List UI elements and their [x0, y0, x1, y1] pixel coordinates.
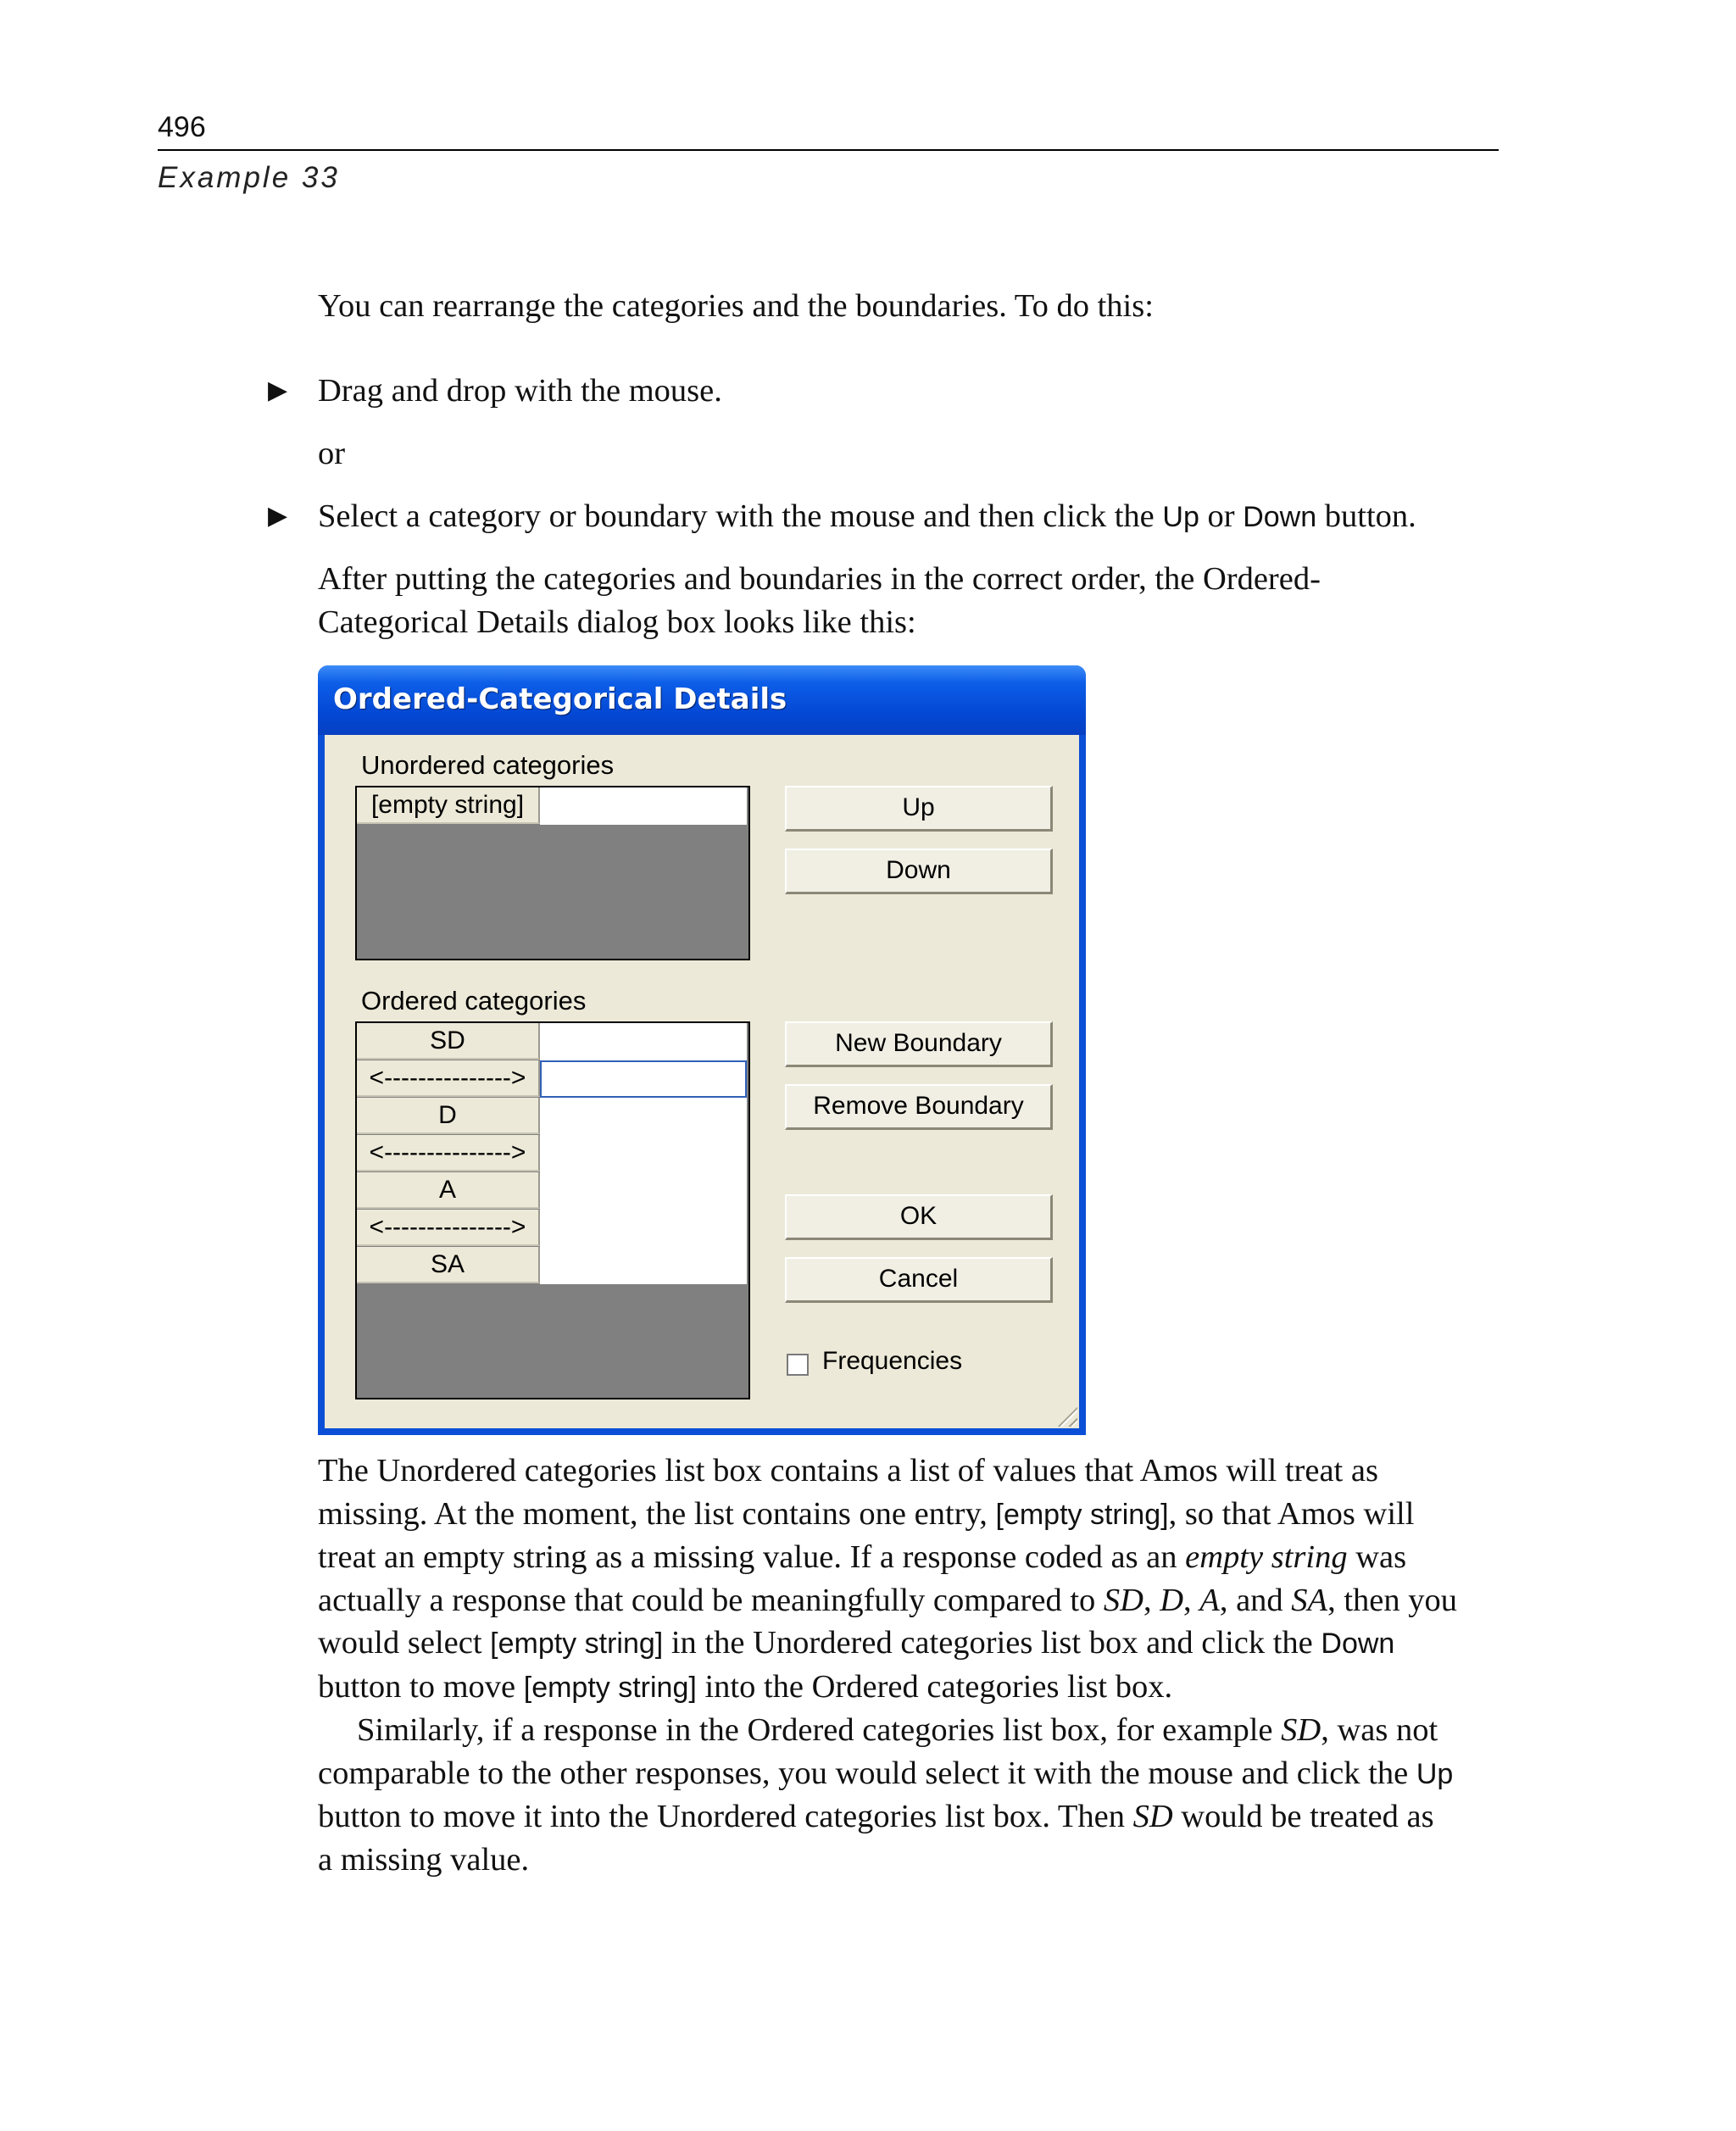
ordered-categories-list[interactable] [355, 1021, 750, 1399]
list-item[interactable] [357, 787, 747, 825]
list-item[interactable] [357, 1098, 747, 1135]
list-item[interactable] [357, 1247, 747, 1284]
list-item-label: SD [357, 1023, 540, 1060]
dialog-client-area [325, 735, 1079, 1428]
list-item-label: <---------------> [357, 1210, 540, 1246]
dialog-title: Ordered-Categorical Details [333, 682, 787, 716]
list-item[interactable] [357, 1172, 747, 1210]
new-boundary-button[interactable]: New Boundary [785, 1021, 1053, 1067]
ordered-categorical-dialog [318, 665, 1086, 1435]
up-button[interactable]: Up [785, 786, 1053, 832]
frequencies-checkbox[interactable] [787, 1354, 809, 1376]
resize-grip-icon[interactable] [1054, 1403, 1077, 1427]
list-item-edit-field[interactable] [540, 1060, 747, 1098]
header-rule [158, 149, 1499, 151]
list-item-value [540, 1098, 747, 1135]
list-item-label: [empty string] [357, 787, 540, 824]
list-item-value [540, 1023, 747, 1060]
ordered-categories-label: Ordered categories [361, 986, 587, 1015]
bullet-arrow-icon: ▶ [268, 501, 288, 531]
list-item-value [540, 1210, 747, 1247]
list-item[interactable] [357, 1060, 747, 1098]
unordered-categories-list[interactable] [355, 786, 750, 960]
list-item-label: D [357, 1098, 540, 1134]
list-item-label: <---------------> [357, 1135, 540, 1171]
remove-boundary-button[interactable]: Remove Boundary [785, 1084, 1053, 1130]
unordered-categories-label: Unordered categories [361, 750, 615, 780]
section-title: Example 33 [158, 161, 340, 194]
unordered-explanation-paragraph: The Unordered categories list box contains a list of values that Amos will treat as missing. At the moment, the list contains one entry, [empty string], so that Amos will treat an empty string as a missing value. If a response coded as an empty string was actually a response that could be meaningfully compared to SD, D, A, and SA, then you would select [empty string] in the Unordered categories list box and click the Down button to move [empty string] into the Ordered categories list box. Similarly, if a response in the Ordered categories list box, for example SD, was not comparable to the other responses, you would select it with the mouse and click the Up button to move it into the Unordered categories list box. Then SD would be treated as a missing value. [318, 1453, 1457, 1878]
after-paragraph: After putting the categories and boundaries in the correct order, the Ordered- Categorical Details dialog box looks like this: [318, 561, 1321, 640]
list-item-label: <---------------> [357, 1060, 540, 1097]
frequencies-label[interactable]: Frequencies [822, 1347, 963, 1375]
down-button[interactable]: Down [785, 849, 1053, 894]
list-item[interactable] [357, 1135, 747, 1172]
list-item-value [540, 787, 747, 825]
dialog-titlebar[interactable] [318, 665, 1086, 735]
list-item-value [540, 1135, 747, 1172]
intro-paragraph: You can rearrange the categories and the boundaries. To do this: [318, 288, 1154, 324]
bullet-select: Select a category or boundary with the mouse and then click the Up or Down button. [318, 498, 1416, 534]
bullet-arrow-icon: ▶ [268, 376, 288, 405]
list-item-label: A [357, 1172, 540, 1209]
list-item-value [540, 1247, 747, 1284]
cancel-button[interactable]: Cancel [785, 1257, 1053, 1303]
list-item[interactable] [357, 1023, 747, 1060]
list-item-value [540, 1172, 747, 1210]
ok-button[interactable]: OK [785, 1194, 1053, 1240]
bullet-drag-drop: Drag and drop with the mouse. [318, 373, 722, 409]
or-text: or [318, 436, 346, 471]
list-item-label: SA [357, 1247, 540, 1283]
list-item[interactable] [357, 1210, 747, 1247]
page-number: 496 [158, 111, 206, 143]
